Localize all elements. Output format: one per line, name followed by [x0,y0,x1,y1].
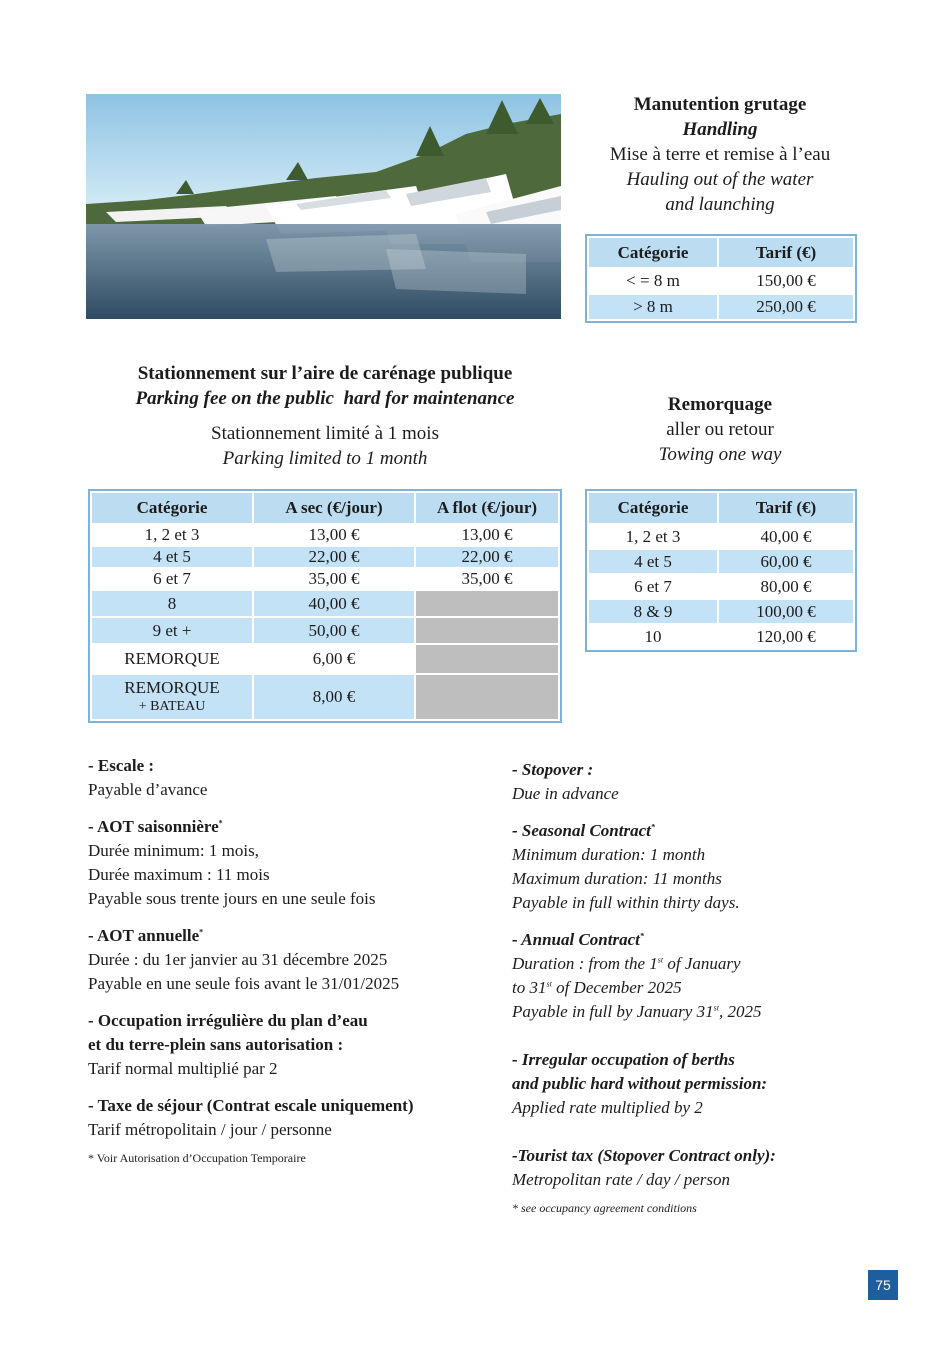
table-cell: 150,00 € [756,271,816,290]
parking-heading [88,361,562,471]
aot-seasonal-title: - AOT saisonnière* [88,817,223,836]
annual-title: - Annual Contract* [512,930,644,949]
table-cell: 22,00 € [416,547,558,567]
escale-line: Payable d’avance [88,780,208,799]
table-cell: 8 & 9 [589,600,717,623]
aot-annual-title: - AOT annuelle* [88,926,204,945]
table-row [589,525,853,548]
table-row [589,269,853,293]
table-cell-empty [416,618,558,643]
towing-heading [585,392,855,467]
table-cell: 6 et 7 [153,569,191,588]
seasonal-title: - Seasonal Contract* [512,821,655,840]
table-cell: 80,00 € [760,576,812,596]
towing-table [585,489,857,652]
table-cell: 10 [644,626,662,646]
aot-annual-line: Payable en une seule fois avant le 31/01/2025 [88,974,400,993]
seasonal-line: Payable in full within thirty days. [512,893,740,912]
table-cell: 6 et 7 [634,576,672,596]
trailer-boat-sublabel: + BATEAU [138,699,206,714]
table-cell [92,675,252,719]
table-header: Tarif (€) [719,238,853,267]
table-cell: 1, 2 et 3 [625,526,681,546]
table-cell: 40,00 € [760,526,812,546]
table-cell: 6,00 € [312,649,356,668]
table-header: A flot (€/jour) [416,493,558,523]
handling-sub-en-2: and launching [665,194,775,215]
table-header: Tarif (€) [719,493,853,523]
aot-seasonal-line: Payable sous trente jours en une seule fois [88,889,376,908]
aot-seasonal-line: Durée minimum: 1 mois, [88,841,259,860]
handling-sub-en-1: Hauling out of the water [626,169,814,190]
table-row [92,547,558,567]
table-row [92,675,558,719]
parking-sub-fr: Stationnement limité à 1 mois [211,423,439,444]
handling-table [585,234,857,323]
table-row [589,295,853,319]
table-row [92,525,558,545]
tax-en-title: -Tourist tax (Stopover Contract only): [512,1146,776,1165]
parking-title-fr: Stationnement sur l’aire de carénage publique [137,363,513,384]
table-cell: > 8 m [589,295,717,319]
table-cell: 13,00 € [461,525,513,544]
tax-line: Tarif métropolitain / jour / personne [88,1120,332,1139]
table-row [589,575,853,598]
table-cell: 35,00 € [461,569,513,588]
parking-table [88,489,562,723]
handling-title-fr: Manutention grutage [633,94,807,115]
table-header: Catégorie [589,238,717,267]
tax-title: - Taxe de séjour (Contrat escale uniquement) [88,1096,414,1115]
irregular-title: et du terre-plein sans autorisation : [88,1035,344,1054]
table-cell: 4 et 5 [92,547,252,567]
table-row [92,618,558,643]
seasonal-line: Maximum duration: 11 months [512,869,722,888]
table-row [92,591,558,616]
page-number: 75 [868,1270,898,1300]
table-cell: 35,00 € [308,569,360,588]
table-cell: 22,00 € [254,547,414,567]
table-header: A sec (€/jour) [254,493,414,523]
table-row [589,550,853,573]
table-cell-empty [416,675,558,719]
table-cell: 40,00 € [254,591,414,616]
irregular-en-title: - Irregular occupation of berths [512,1050,735,1069]
aot-seasonal-line: Durée maximum : 11 mois [88,865,270,884]
annual-line: Payable in full by January 31st, 2025 [512,1002,762,1021]
tax-en-line: Metropolitan rate / day / person [512,1170,730,1189]
table-cell-empty [416,591,558,616]
table-cell: 60,00 € [719,550,853,573]
irregular-en-title: and public hard without permission: [512,1074,768,1093]
table-cell: 1, 2 et 3 [144,525,200,544]
table-cell: 13,00 € [308,525,360,544]
parking-title-en: Parking fee on the public hard for maintenance [135,388,515,409]
table-row [92,645,558,673]
parking-sub-en: Parking limited to 1 month [222,448,428,469]
seasonal-line: Minimum duration: 1 month [512,845,706,864]
table-cell: 100,00 € [719,600,853,623]
table-header: Catégorie [589,493,717,523]
table-cell: 8 [92,591,252,616]
table-header: Catégorie [92,493,252,523]
table-row [589,600,853,623]
stopover-title: - Stopover : [512,760,594,779]
annual-line: Duration : from the 1st of January [512,954,741,973]
table-cell: 4 et 5 [589,550,717,573]
notes-fr [88,754,488,1166]
table-cell: REMORQUE [124,649,220,668]
handling-heading [585,92,855,217]
irregular-en-line: Applied rate multiplied by 2 [512,1098,703,1117]
stopover-line: Due in advance [512,784,619,803]
table-cell: 8,00 € [254,675,414,719]
footnote-en: * see occupancy agreement conditions [512,1201,697,1215]
towing-title-fr: Remorquage [667,394,773,415]
irregular-line: Tarif normal multiplié par 2 [88,1059,278,1078]
marina-illustration [86,94,561,319]
irregular-title: - Occupation irrégulière du plan d’eau [88,1011,368,1030]
aot-annual-line: Durée : du 1er janvier au 31 décembre 2025 [88,950,388,969]
towing-sub-fr: aller ou retour [666,419,774,440]
table-cell: 9 et + [92,618,252,643]
table-row [589,625,853,648]
annual-line: to 31st of December 2025 [512,978,682,997]
escale-title: - Escale : [88,756,155,775]
handling-title-en: Handling [682,119,758,140]
table-cell: < = 8 m [626,271,680,290]
table-cell: 250,00 € [719,295,853,319]
notes-en [512,758,892,1216]
handling-sub-fr: Mise à terre et remise à l’eau [609,144,831,165]
marina-photo [86,94,561,319]
table-row [92,569,558,589]
towing-sub-en: Towing one way [658,444,782,465]
table-cell: 50,00 € [254,618,414,643]
table-cell-empty [416,645,558,673]
trailer-boat-label: REMORQUE [124,678,220,697]
footnote-fr: * Voir Autorisation d’Occupation Temporaire [88,1151,306,1165]
table-cell: 120,00 € [756,626,816,646]
